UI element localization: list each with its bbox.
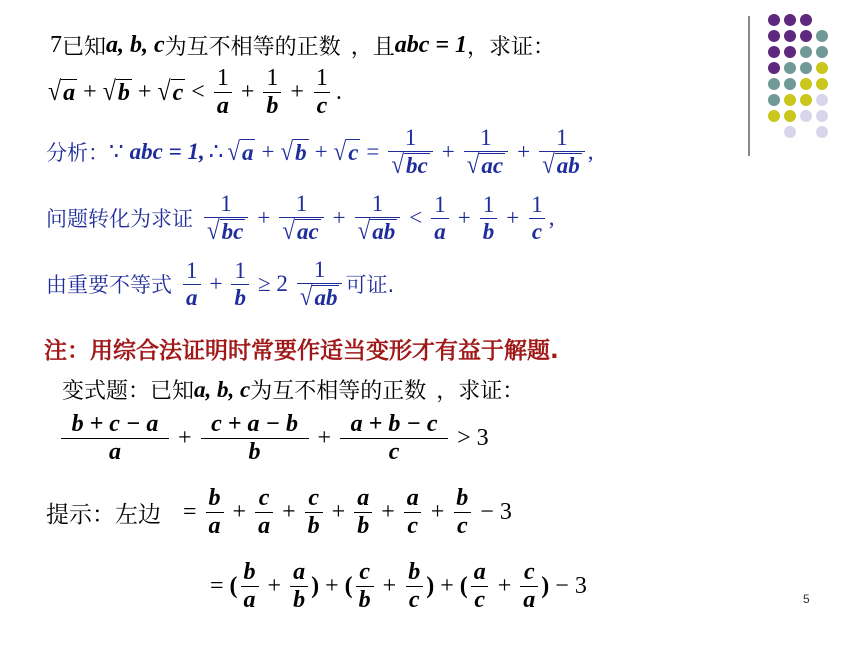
dot (768, 62, 780, 74)
fraction-b-over-a: $\frac{b}{a}$ (241, 560, 259, 613)
less-than-sign: < (409, 205, 423, 231)
dot (784, 78, 796, 90)
dot (800, 94, 812, 106)
inequality-line (46, 258, 394, 310)
ge-two: ≥ 2 (257, 271, 288, 297)
fraction-1-over-c: $\frac{1}{c}$ (313, 66, 331, 119)
fraction-1-over-sqrt-ab: 1 √ ab (297, 258, 343, 310)
dot (800, 14, 812, 26)
fraction-c-over-a: $\frac{c}{a}$ (520, 560, 538, 613)
fraction-a-over-c: $\frac{a}{c}$ (471, 560, 489, 613)
therefore-symbol: ∴ (208, 139, 224, 165)
plus-sign: + (332, 205, 346, 231)
fraction-1-over-sqrt-ab: 1 √ ab (539, 126, 585, 178)
plus-sign: + (317, 425, 332, 452)
plus-sign: + (314, 139, 328, 165)
variant-text: 为互不相等的正数 (250, 379, 427, 404)
fraction-c-over-b: $\frac{c}{b}$ (356, 560, 374, 613)
plus-sign: + (178, 425, 192, 452)
dot (768, 30, 780, 42)
plus-sign: + (261, 139, 275, 165)
fraction-1-over-c: $\frac{1}{c}$ (528, 193, 546, 244)
plus-sign: + (440, 573, 454, 600)
fraction-variant-3: $\frac{a + b - c}{c}$ (340, 412, 448, 465)
dot (784, 94, 796, 106)
plus-sign: + (457, 205, 471, 231)
fraction-b-over-c: $\frac{b}{c}$ (453, 486, 471, 539)
problem-statement (50, 30, 555, 61)
plus-sign: + (267, 573, 282, 600)
minus-three: − 3 (555, 573, 587, 600)
inequality-suffix: 可证. (345, 273, 395, 298)
fraction-a-over-c: $\frac{a}{c}$ (404, 486, 422, 539)
fraction-variant-2: $\frac{c + a - b}{b}$ (201, 412, 309, 465)
plus-sign: + (232, 499, 247, 526)
dot (784, 46, 796, 58)
fraction-1-over-a: $\frac{1}{a}$ (214, 66, 232, 119)
greater-than-3: > 3 (457, 425, 489, 452)
sqrt-b: √ b (102, 76, 130, 107)
hint-line-1 (46, 486, 518, 539)
because-symbol: ∵ (109, 139, 124, 165)
plus-sign: + (430, 499, 445, 526)
fraction-1-over-sqrt-bc: 1 √ bc (204, 192, 248, 244)
vertical-divider (748, 16, 750, 156)
dot (800, 110, 812, 122)
analysis-label: 分析： (46, 141, 109, 166)
variant-inequality (58, 412, 495, 465)
plus-sign: + (517, 139, 531, 165)
plus-sign: + (441, 139, 455, 165)
dot (768, 46, 780, 58)
dot (800, 46, 812, 58)
plus-sign: + (209, 271, 223, 297)
sqrt-b: √ b (280, 136, 307, 166)
fraction-c-over-b: $\frac{c}{b}$ (305, 486, 323, 539)
fraction-variant-1: $\frac{b + c - a}{a}$ (61, 412, 169, 465)
dot (800, 78, 812, 90)
analysis-line: 分析： ∵ abc = 1, ∴ √ a + √ b + √ c = 1 √ bc + 1 √ ac + 1 √ ab , (46, 125, 594, 179)
equals-sign: = (210, 573, 224, 600)
dot (816, 110, 828, 122)
plus-sign: + (382, 573, 397, 600)
variant-vars: a, b, c (194, 376, 251, 402)
dot (768, 110, 780, 122)
dot (784, 110, 796, 122)
problem-and: ，且 (350, 35, 395, 60)
sqrt-c: √ c (333, 136, 359, 166)
fraction-b-over-c: $\frac{b}{c}$ (405, 560, 423, 613)
fraction-1-over-a: $\frac{1}{a}$ (431, 193, 449, 244)
plus-sign: + (240, 79, 255, 106)
fraction-1-over-sqrt-ab: 1 √ ab (355, 192, 401, 244)
page-number: 5 (803, 592, 810, 606)
less-than-sign: < (191, 79, 205, 106)
problem-inequality: √ a + √ b + √ c < $\frac{1}{a}$ + $\frac{1}{b}$ + $\frac{1}{c}$ . (48, 65, 342, 120)
problem-prove: ，求证： (467, 35, 556, 60)
problem-prefix: 已知 (62, 35, 107, 60)
analysis-condition: abc = 1, (129, 139, 205, 165)
equals-sign: = (183, 499, 197, 526)
dot (816, 126, 828, 138)
problem-condition: abc = 1 (394, 32, 468, 58)
fraction-b-over-a: $\frac{b}{a}$ (206, 486, 224, 539)
fraction-1-over-b: $\frac{1}{b}$ (263, 66, 281, 119)
fraction-c-over-a: $\frac{c}{a}$ (255, 486, 273, 539)
dot (816, 78, 828, 90)
fraction-1-over-sqrt-ac: 1 √ ac (464, 126, 508, 178)
problem-text: 为互不相等的正数 (164, 35, 341, 60)
plus-sign: + (137, 79, 152, 106)
dot (784, 14, 796, 26)
equals-sign: = (366, 139, 380, 165)
fraction-1-over-b: $\frac{1}{b}$ (480, 193, 498, 244)
problem-vars: a, b, c (106, 32, 165, 58)
hint-line-2: = ( $\frac{b}{a}$ + $\frac{a}{b}$ ) + ( $\frac{c}{b}$ + $\frac{b}{c}$ ) + ( $\frac{a}{c}$ + $\frac{c}{a}$ ) − 3 (210, 559, 587, 614)
plus-sign: + (290, 79, 304, 106)
variant-label: 变式题：已知 (62, 379, 195, 404)
plus-sign: + (257, 205, 271, 231)
dot (784, 30, 796, 42)
fraction-1-over-b: $\frac{1}{b}$ (231, 259, 249, 310)
dot (768, 94, 780, 106)
hint-label: 提示：左边 (46, 502, 161, 529)
transform-line: 问题转化为求证 1 √ bc + 1 √ ac + 1 √ ab < $\frac{1}{a}$ + $\frac{1}{b}$ + $\frac{1}{c}$ , (46, 191, 555, 245)
fraction-a-over-b: $\frac{a}{b}$ (354, 486, 372, 539)
problem-number: 7 (50, 32, 62, 58)
plus-sign: + (381, 499, 395, 526)
fraction-1-over-sqrt-ac: 1 √ ac (279, 192, 323, 244)
fraction-1-over-a: $\frac{1}{a}$ (183, 259, 201, 310)
dot (800, 62, 812, 74)
dot (768, 78, 780, 90)
dot (816, 62, 828, 74)
sqrt-c: √ c (157, 76, 184, 107)
dot (816, 94, 828, 106)
variant-statement (62, 374, 524, 405)
fraction-a-over-b: $\frac{a}{b}$ (290, 560, 308, 613)
inequality-label: 由重要不等式 (46, 273, 172, 298)
dot (800, 30, 812, 42)
plus-sign: + (506, 205, 520, 231)
note-text: 注：用综合法证明时常要作适当变形才有益于解题. (44, 338, 559, 364)
minus-three: − 3 (480, 499, 512, 526)
plus-sign: + (282, 499, 296, 526)
variant-prove: ，求证： (436, 379, 525, 404)
plus-sign: + (331, 499, 346, 526)
sqrt-a: √ a (48, 76, 76, 107)
sqrt-a: √ a (227, 136, 254, 166)
plus-sign: + (83, 79, 97, 106)
transform-label: 问题转化为求证 (46, 207, 193, 232)
plus-sign: + (325, 573, 339, 600)
dot (816, 46, 828, 58)
dot (768, 14, 780, 26)
dot (784, 62, 796, 74)
dot (784, 126, 796, 138)
dot (816, 30, 828, 42)
plus-sign: + (497, 573, 512, 600)
fraction-1-over-sqrt-bc: 1 √ bc (388, 126, 432, 178)
